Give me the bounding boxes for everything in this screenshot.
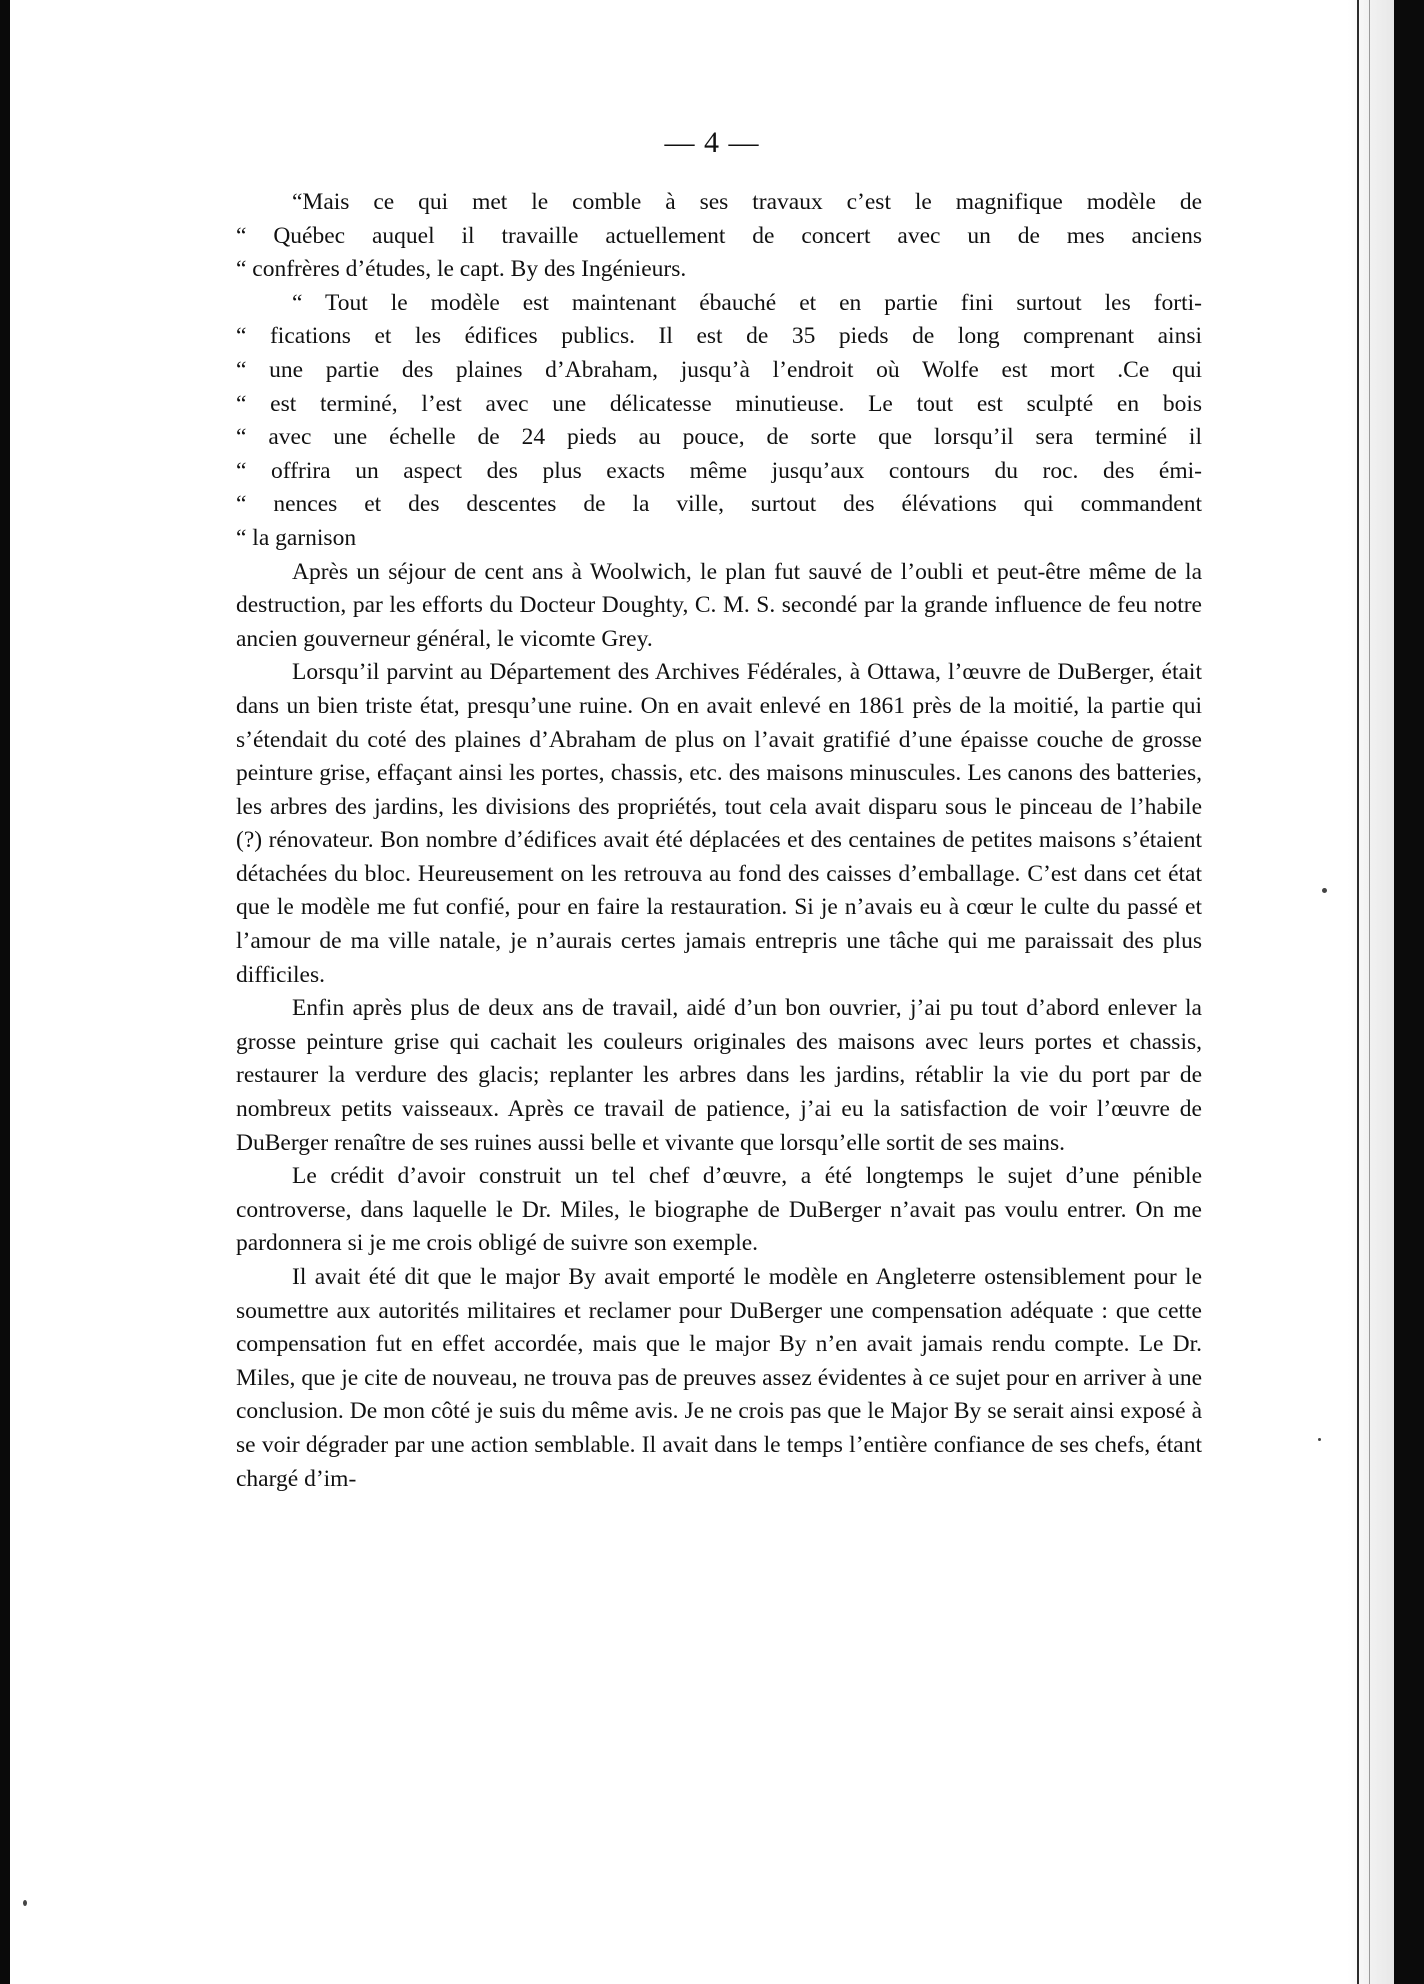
page-gutter-shadow [1348, 0, 1394, 1984]
quote-line: “ offrira un aspect des plus exacts même jusqu’aux contours du roc. des émi- [236, 457, 1202, 484]
scan-speck [1322, 888, 1327, 893]
paragraph: Il avait été dit que le major By avait emporté le modèle en Angleterre ostensiblement pour le soumettre aux autorités militaires et reclamer pour DuBerger une compensation adéquate : que cette compensation fut en effet accordée, mais que le major By n’en avait jamais rendu compte. Le Dr. Miles, que je cite de nouveau, ne trouva pas de preuves assez évidentes à ce sujet pour en arriver à une conclusion. De mon côté je suis du même avis. Je ne crois pas que le Major By se serait ainsi exposé à se voir dégrader par une action semblable. Il avait dans le temps l’entière confiance de ses chefs, étant chargé d’im- [236, 1264, 1202, 1492]
paragraph: Enfin après plus de deux ans de travail, aidé d’un bon ouvrier, j’ai pu tout d’abord enlever la grosse peinture grise qui cachait les couleurs originales des maisons avec leurs portes et chassis, restaurer la verdure des glacis; replanter les arbres dans les jardins, rétablir la vie du port par de nombreux petits vaisseaux. Après ce travail de patience, j’ai eu la satisfaction de voir l’œuvre de DuBerger renaître de ses ruines aussi belle et vivante que lorsqu’elle sortit de ses mains. [236, 995, 1202, 1156]
right-scan-border [1394, 0, 1424, 1984]
quote-line: “ Québec auquel il travaille actuellement de concert avec un de mes anciens [236, 222, 1202, 249]
paragraph: Lorsqu’il parvint au Département des Archives Fédérales, à Ottawa, l’œuvre de DuBerger, était dans un bien triste état, presqu’une ruine. On en avait enlevé en 1861 près de la moitié, la partie qui s’étendait du coté des plaines d’Abraham de plus on l’avait gratifié d’une épaisse couche de grosse peinture grise, effaçant ainsi les portes, chassis, etc. des maisons minuscules. Les canons des batteries, les arbres des jardins, les divisions des propriétés, tout cela avait disparu sous le pinceau de l’habile (?) rénovateur. Bon nombre d’édifices avait été déplacées et des centaines de petites maisons s’étaient détachées du bloc. Heureusement on les retrouva au fond des caisses d’emballage. C’est dans cet état que le modèle me fut confié, pour en faire la restauration. Si je n’avais eu à cœur le culte du passé et l’amour de ma ville natale, je n’aurais certes jamais entrepris une tâche qui me paraissait des plus difficiles. [236, 659, 1202, 988]
page-number: — 4 — [664, 126, 760, 159]
gutter-line-secondary [1369, 0, 1370, 1984]
paragraph: Le crédit d’avoir construit un tel chef d’œuvre, a été longtemps le sujet d’une pénible controverse, dans laquelle le Dr. Miles, le biographe de DuBerger n’avait pas voulu entrer. On me pardonnera si je me crois obligé de suivre son exemple. [236, 1163, 1202, 1257]
quote-line: “ fications et les édifices publics. Il est de 35 pieds de long comprenant ainsi [236, 323, 1202, 350]
quoted-passage [236, 186, 1202, 556]
quote-line: “ une partie des plaines d’Abraham, jusqu’à l’endroit où Wolfe est mort .Ce qui [236, 356, 1202, 383]
quote-line: “ est terminé, l’est avec une délicatesse minutieuse. Le tout est sculpté en bois [236, 390, 1202, 417]
quote-line: “ Tout le modèle est maintenant ébauché et en partie fini surtout les forti- [292, 289, 1202, 316]
quote-line: “Mais ce qui met le comble à ses travaux c’est le magnifique modèle de [292, 189, 1202, 215]
quote-line: “ confrères d’études, le capt. By des Ingénieurs. [236, 256, 687, 283]
gutter-line [1357, 0, 1359, 1984]
scan-speck [1318, 1438, 1321, 1441]
page-body [236, 186, 1202, 1496]
quote-line: “ la garnison [236, 524, 357, 551]
paragraph: Après un séjour de cent ans à Woolwich, le plan fut sauvé de l’oubli et peut-être même de la destruction, par les efforts du Docteur Doughty, C. M. S. secondé par la grande influence de feu notre ancien gouverneur général, le vicomte Grey. [236, 558, 1202, 652]
scan-speck [23, 1900, 27, 1906]
left-scan-border [0, 0, 10, 1984]
quote-line: “ nences et des descentes de la ville, surtout des élévations qui commandent [236, 491, 1202, 518]
quote-line: “ avec une échelle de 24 pieds au pouce, de sorte que lorsqu’il sera terminé il [236, 424, 1202, 451]
